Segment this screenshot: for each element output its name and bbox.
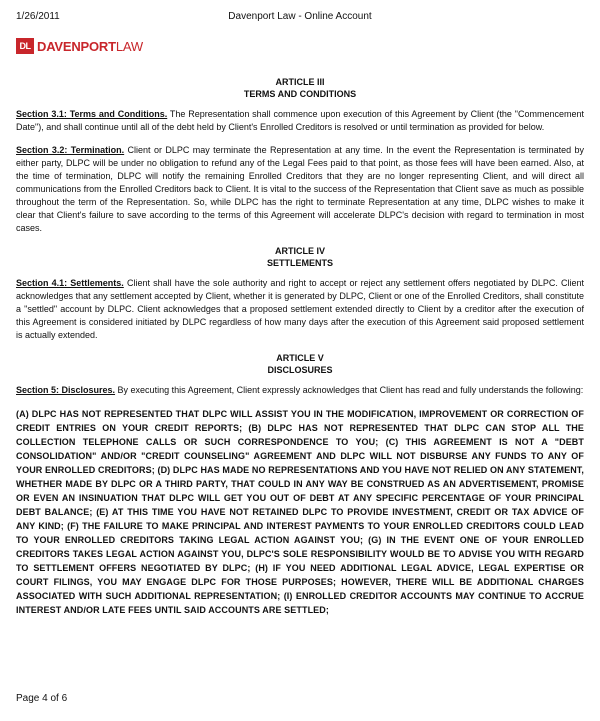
section-3-2-label: Section 3.2: Termination.: [16, 145, 125, 155]
section-3-1: [16, 108, 584, 134]
logo-mark: DL: [16, 38, 34, 54]
logo-wordmark: [37, 39, 143, 54]
article-3-heading: ARTICLE III: [275, 77, 325, 87]
davenport-law-logo: [16, 38, 143, 54]
article-4-subheading: SETTLEMENTS: [266, 258, 333, 268]
article-3-subheading: TERMS AND CONDITIONS: [243, 89, 357, 99]
section-5-label: Section 5: Disclosures.: [16, 385, 116, 395]
section-3-1-label: Section 3.1: Terms and Conditions.: [16, 109, 168, 119]
section-3-2-text: Client or DLPC may terminate the Representation at any time. In the event the Representation is terminated by either party, DLPC will be under no obligation to refund any of the Legal Fees paid to that point, as those fees will have been earned. Also, at the time of termination, DLPC will notify the remaining Enrolled Creditors that they are no longer representing Client, and will direct all communications from the Enrolled Creditors back to Client. It is vital to the success of the Representation that Client save as much as possible throughout the term of the Representation. So, while DLPC has the right to terminate Representation at any time, DLPC wishes to make it clear that Client's failure to save according to the terms of this Agreement will accelerate DLPC's decision with regard to termination in most cases.: [16, 145, 585, 233]
article-4-heading: ARTICLE IV: [274, 246, 325, 256]
section-5-text: By executing this Agreement, Client expressly acknowledges that Client has read and fully understands the following:: [115, 385, 584, 395]
page-number: Page 4 of 6: [16, 693, 68, 704]
section-4-1: [16, 277, 584, 342]
logo-brand-thin: LAW: [115, 38, 143, 54]
disclosures-list: (A) DLPC HAS NOT REPRESENTED THAT DLPC WILL ASSIST YOU IN THE MODIFICATION, IMPROVEMENT OR CORRECTION OF CREDIT ENTRIES ON YOUR CREDIT REPORTS; (B) DLPC HAS NOT REPRESENTED THAT DLPC CAN STOP ALL THE COLLECTION TELEPHONE CALLS OR SUCH CORRESPONDENCE TO YOU; (C) THIS AGREEMENT IS NOT A "DEBT CONSOLIDATION" AND/OR "CREDIT COUNSELING" AGREEMENT AND DLPC WILL NOT DISBURSE ANY FUNDS TO ANY OF YOUR ENROLLED CREDITORS; (D) DLPC HAS MADE NO REPRESENTATIONS AND YOU HAVE NOT RELIED ON ANY STATEMENT, WHETHER MADE BY DLPC OR A THIRD PARTY, THAT COULD IN ANY WAY BE CONSTRUED AS AN ADVERTISEMENT, PROMISE OR EVEN AN INSINUATION THAT DLPC WILL GET YOU OUT OF DEBT AT ANY SPECIFIC PERCENTAGE OF YOUR PRINCIPAL DEBT BALANCE; (E) AT THIS TIME YOU HAVE NOT RETAINED DLPC TO PROVIDE INVESTMENT, CREDIT OR TAX ADVICE OF ANY KIND; (F) THE FAILURE TO MAKE PRINCIPAL AND INTEREST PAYMENTS TO YOUR ENROLLED CREDITORS COULD LEAD TO YOUR ENROLLED CREDITORS TAKING LEGAL ACTION AGAINST YOU; (G) IN THE EVENT ONE OF YOUR ENROLLED CREDITORS TAKES LEGAL ACTION AGAINST YOU, DLPC'S SOLE RESPONSIBILITY WOULD BE TO ADVISE YOU WITH REGARD TO SETTLEMENT OFFERS NEGOTIATED BY DLPC; (H) IF YOU NEED ADDITIONAL LEGAL ADVICE, LEGAL EXPERTISE OR COURT FILINGS, YOU MAY ENGAGE DLPC FOR THOSE PURPOSES; HOWEVER, THERE WILL BE ADDITIONAL CHARGES ASSOCIATED WITH SUCH ADDITIONAL REPRESENTATION; (I) ENROLLED CREDITOR ACCOUNTS MAY CONTINUE TO ACCRUE INTEREST AND/OR LATE FEES UNTIL SAID ACCOUNTS ARE SETTLED;: [16, 409, 584, 615]
print-date: 1/26/2011: [16, 11, 60, 22]
article-5-heading: ARTICLE V: [276, 353, 324, 363]
document-body: [16, 76, 584, 617]
logo-brand-bold: DAVENPORT: [37, 38, 116, 54]
page-header-title: Davenport Law - Online Account: [228, 11, 372, 22]
section-4-1-text: Client shall have the sole authority and right to accept or reject any settlement offers negotiated by DLPC. Client acknowledges that any settlement accepted by Client, whether it is generated by DLPC, Client or one of the Enrolled Creditors, shall constitute a "settled" account by DLPC. Client acknowledges that a proposed settlement extended directly to Client by a creditor after the execution of this Agreement is considered initiated by DLPC regardless of how many days after the execution of this Agreement said proposed settlement is actually extended.: [16, 278, 584, 340]
section-3-1-text: The Representation shall commence upon execution of this Agreement by Client (the "Commencement Date"), and shall continue until all of the debt held by Client's Enrolled Creditors is resolved or until termination as provided for below.: [16, 109, 585, 132]
section-4-1-label: Section 4.1: Settlements.: [16, 278, 124, 288]
article-5-subheading: DISCLOSURES: [267, 365, 333, 375]
section-5: [16, 384, 584, 397]
section-3-2: [16, 144, 584, 235]
